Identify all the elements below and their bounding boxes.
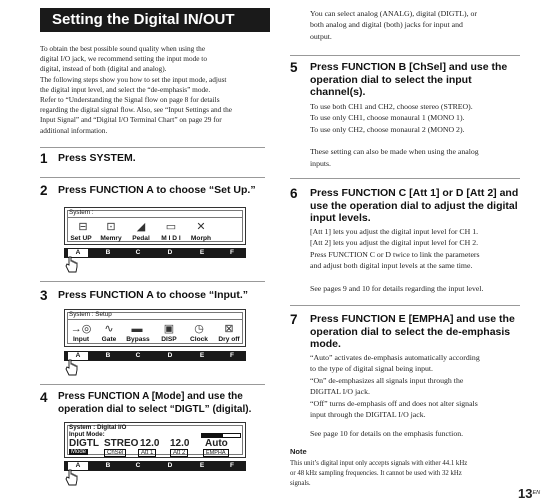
lcd-item-label: M I D I [161, 235, 181, 242]
function-keys-bar [64, 351, 246, 361]
step-title-line: channel(s). [310, 86, 366, 99]
step-3 [40, 288, 270, 308]
setup-icon: ⊟ [78, 221, 88, 233]
step-number: 6 [290, 186, 298, 201]
intro-line: the digital input level, and select the “de-emphasis” mode. [40, 84, 211, 94]
intro-line: Input Signal” and “Digital I/O Terminal Chart” on page 29 for [40, 115, 222, 125]
function-keys-bar [64, 248, 246, 258]
intro-line: To obtain the best possible sound quality when using the [40, 44, 206, 53]
step-7-body [310, 352, 545, 440]
step-title [310, 61, 507, 99]
morph-icon: ✕ [196, 221, 206, 233]
empha-tag: EMPHA [203, 449, 229, 457]
intro-line: regarding the digital signal flow. Also, see “Input Settings and the [40, 105, 233, 115]
text-line: “On” de-emphasizes all signals input through the [310, 375, 464, 385]
text-line: both analog and digital (both) jacks for input and [310, 20, 463, 30]
step-title-line: operation dial to select the input [310, 73, 472, 86]
lcd-header: System : Digital I/O [69, 424, 127, 431]
page-title: Setting the Digital IN/OUT [40, 8, 270, 32]
text-line: Press FUNCTION C or D twice to link the parameters [310, 249, 480, 259]
divider [290, 305, 520, 306]
text-line: [Att 2] lets you adjust the digital input level for CH 2. [310, 238, 479, 248]
mode-description [310, 8, 545, 42]
text-line: See pages 9 and 10 for details regarding the input level. [310, 283, 484, 293]
text-line: To use only CH1, choose monaural 1 (MONO 1). [310, 113, 465, 123]
step-title-line: Press FUNCTION C [Att 1] or D [Att 2] and [310, 187, 519, 199]
intro-line: Refer to “Understanding the Signal flow on page 8 for details [40, 95, 220, 105]
lcd-item-label: Morph [190, 235, 212, 242]
step-title: Press FUNCTION A to choose “Input.” [58, 289, 248, 301]
text-line: DIGITAL I/O jack. [310, 387, 370, 397]
step-title-line: Press FUNCTION B [ChSel] and use the [310, 61, 508, 73]
intro-paragraph [40, 44, 280, 136]
lcd-system-screen [64, 207, 246, 245]
function-key-e[interactable]: E [199, 249, 205, 256]
function-key-c[interactable]: C [135, 462, 141, 469]
divider [290, 55, 520, 56]
text-line: [Att 1] lets you adjust the digital input level for CH 1. [310, 227, 479, 236]
text-line: These setting can also be made when using the analog [310, 147, 479, 157]
midi-icon: ▭ [165, 221, 177, 233]
step-number: 3 [40, 288, 48, 303]
text-line: to the type of digital signal being input. [310, 364, 433, 374]
clock-icon: ◷ [194, 323, 204, 335]
text-line: To use both CH1 and CH2, choose stereo (STREO). [310, 102, 473, 111]
function-key-c[interactable]: C [135, 249, 141, 256]
text-line: inputs. [310, 158, 332, 168]
step-number: 1 [40, 151, 48, 166]
intro-line: digital I/O jack, we recommend setting the input mode to [40, 54, 207, 64]
step-5 [290, 60, 540, 100]
att2-value: 12.0 [170, 438, 190, 449]
function-key-f[interactable]: F [230, 249, 234, 256]
dry-off-icon: ⊠ [224, 323, 234, 335]
lcd-header-line [67, 217, 243, 218]
pointing-hand-icon [62, 359, 80, 377]
intro-line: The following steps show you how to set the input mode, adjust [40, 74, 227, 84]
divider [40, 281, 265, 282]
note-line: This unit’s digital input only accepts signals with either 44.1 kHz [290, 460, 468, 467]
att2-tag: Att 2 [170, 449, 188, 457]
pointing-hand-icon [62, 469, 80, 487]
memory-icon: ⊡ [106, 221, 116, 233]
lcd-setup-screen [64, 309, 246, 347]
empha-value: Auto [205, 438, 228, 449]
lcd-header: System : [69, 209, 94, 216]
input-icon: →◎ [70, 323, 92, 335]
text-line: “Off” turns de-emphasis off and does not alter signals [310, 398, 478, 408]
step-number: 4 [40, 390, 48, 405]
text-line: output. [310, 31, 332, 41]
text-line: To use only CH2, choose monaural 2 (MONO 2). [310, 124, 465, 134]
page-number-value: 13 [518, 486, 533, 500]
step-6 [290, 186, 540, 226]
function-key-b[interactable]: B [105, 249, 111, 256]
text-line: You can select analog (ANALG), digital (DIGTL), or [310, 9, 478, 18]
lcd-header-line [67, 319, 243, 320]
step-7 [290, 312, 540, 352]
lcd-item-label: Dry off [218, 336, 240, 343]
step-number: 5 [290, 60, 298, 75]
step-title-line: operation dial to select the de-emphasis [310, 325, 511, 338]
step-2 [40, 183, 270, 203]
text-line: input through the DIGITAL I/O jack. [310, 410, 426, 420]
pedal-icon: ◢ [136, 221, 146, 233]
lcd-item-label: DISP [161, 336, 177, 343]
lcd-subheader: Input Mode: [69, 431, 105, 438]
text-line: See page 10 for details on the emphasis function. [310, 429, 464, 439]
page-language-suffix: EN [532, 490, 541, 496]
function-key-a[interactable]: A [68, 462, 88, 470]
step-title-line: input levels. [310, 212, 371, 225]
function-key-b[interactable]: B [105, 462, 111, 469]
divider [40, 384, 265, 385]
divider [40, 147, 265, 148]
att1-value: 12.0 [140, 438, 160, 449]
function-key-f[interactable]: F [230, 352, 234, 359]
step-title-line: operation dial to select “DIGTL” (digital). [58, 403, 252, 415]
note-line: signals. [290, 480, 311, 487]
lcd-digital-io-screen [64, 422, 246, 458]
function-key-e[interactable]: E [199, 352, 205, 359]
note-heading: Note [290, 447, 307, 456]
step-number: 7 [290, 312, 298, 327]
text-line: and adjust both digital input levels at the same time. [310, 261, 473, 271]
lcd-item-label: Bypass [126, 336, 150, 343]
step-title-line: Press FUNCTION A [Mode] and use the [58, 391, 243, 402]
att1-tag: Att 1 [138, 449, 156, 457]
note-line: or 48 kHz sampling frequencies. It cannot be used with 32 kHz [290, 470, 462, 477]
function-key-d[interactable]: D [167, 249, 173, 256]
lcd-header: System : Setup [69, 311, 112, 318]
function-key-d[interactable]: D [167, 462, 173, 469]
chsel-value: STREO [104, 438, 139, 449]
function-key-f[interactable]: F [230, 462, 234, 469]
divider [40, 177, 265, 178]
text-line [310, 420, 545, 428]
text-line [310, 272, 545, 283]
function-key-d[interactable]: D [167, 352, 173, 359]
step-title: Press SYSTEM. [58, 152, 136, 164]
function-key-e[interactable]: E [199, 462, 205, 469]
level-meter-fill [202, 434, 223, 437]
lcd-item-label: Set UP [70, 235, 92, 242]
step-title-line: mode. [310, 338, 341, 351]
function-key-a[interactable]: A [68, 352, 88, 360]
function-keys-bar [64, 461, 246, 471]
function-key-c[interactable]: C [135, 352, 141, 359]
lcd-item-label: Input [72, 336, 90, 343]
text-line: “Auto” activates de-emphasis automatically according [310, 353, 480, 362]
pointing-hand-icon [62, 256, 80, 274]
step-6-body [310, 226, 545, 294]
intro-line: digital, instead of both (digital and analog). [40, 64, 167, 74]
step-1 [40, 151, 270, 171]
lcd-item-label: Memry [100, 235, 122, 242]
page-number [518, 486, 540, 500]
bypass-icon: ▬ [131, 323, 143, 335]
mode-tag: Mode [71, 449, 87, 455]
lcd-item-label: Pedal [132, 235, 150, 242]
lcd-item-label: Gate [101, 336, 117, 343]
step-title-line: Press FUNCTION E [EMPHA] and use the [310, 313, 515, 325]
step-title [310, 313, 515, 351]
step-5-body [310, 101, 545, 169]
step-4 [40, 390, 270, 420]
intro-line: additional information. [40, 125, 108, 135]
divider [290, 178, 520, 179]
gate-icon: ∿ [104, 323, 114, 335]
text-line [310, 135, 545, 146]
note-body [290, 459, 535, 489]
chsel-tag: ChSel [104, 449, 126, 457]
function-key-b[interactable]: B [105, 352, 111, 359]
step-title [310, 187, 518, 225]
step-title-line: use the operation dial to adjust the digital [310, 199, 518, 212]
mode-value: DIGTL [69, 438, 99, 449]
step-title [58, 391, 251, 416]
display-icon: ▣ [163, 323, 175, 335]
function-key-a[interactable]: A [68, 249, 88, 257]
step-number: 2 [40, 183, 48, 198]
step-title: Press FUNCTION A to choose “Set Up.” [58, 184, 256, 196]
lcd-item-label: Clock [190, 336, 208, 343]
